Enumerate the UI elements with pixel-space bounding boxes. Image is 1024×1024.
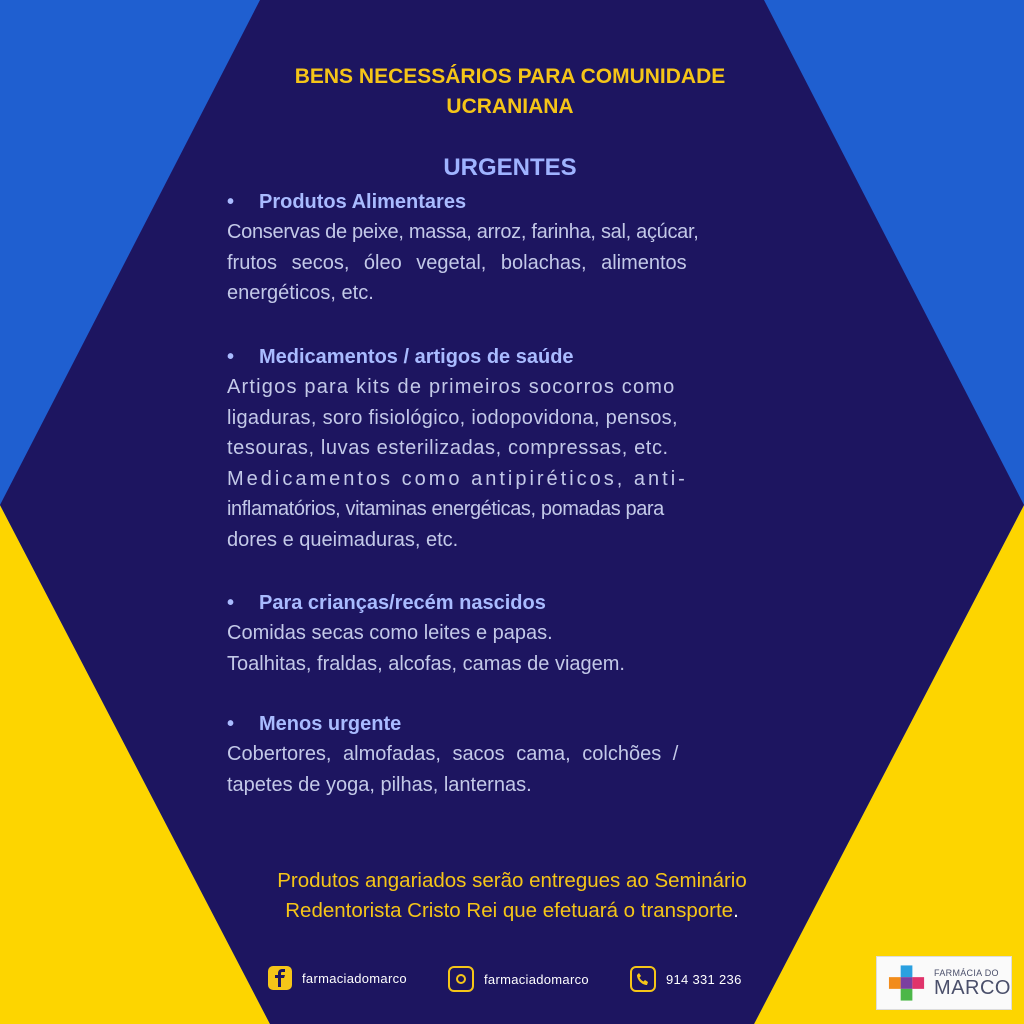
- section-heading: [227, 342, 799, 372]
- section-title: Menos urgente: [259, 713, 402, 735]
- title-line-2: UCRANIANA: [446, 95, 574, 118]
- body-line: energéticos, etc.: [227, 282, 374, 304]
- body-line: frutos secos, óleo vegetal, bolachas, alimentos: [227, 251, 687, 274]
- bullet: •: [227, 346, 235, 368]
- cross-logo-icon: [887, 963, 926, 1003]
- instagram-icon: [448, 966, 474, 992]
- logo-line-2: MARCO: [934, 976, 1011, 999]
- phone-number: 914 331 236: [666, 971, 742, 987]
- section-body: [227, 372, 799, 555]
- body-line: Artigos para kits de primeiros socorros como: [227, 376, 676, 398]
- section-food: [227, 187, 799, 309]
- body-line: Medicamentos como antipiréticos, anti-: [227, 467, 688, 490]
- body-line: tapetes de yoga, pilhas, lanternas.: [227, 773, 532, 796]
- title-line-1: BENS NECESSÁRIOS PARA COMUNIDADE: [294, 65, 726, 88]
- body-line: tesouras, luvas esterilizadas, compressas, etc.: [227, 437, 669, 459]
- logo-line-1: FARMÁCIA DO: [934, 967, 999, 978]
- body-line: Comidas secas como leites e papas.: [227, 622, 553, 644]
- body-line: inflamatórios, vitaminas energéticas, pomadas para: [227, 498, 664, 520]
- page-title: [180, 62, 840, 122]
- section-body: [227, 618, 799, 679]
- bullet: •: [227, 713, 235, 735]
- instagram-handle: farmaciadomarco: [484, 971, 589, 987]
- logo-text: [934, 969, 1011, 998]
- facebook-icon: [268, 966, 292, 990]
- urgentes-heading: URGENTES: [443, 154, 577, 181]
- section-medicine: [227, 342, 799, 555]
- body-line: Toalhitas, fraldas, alcofas, camas de viagem.: [227, 652, 625, 675]
- section-title: Para crianças/recém nascidos: [259, 592, 546, 614]
- body-line: ligaduras, soro fisiológico, iodopovidona, pensos,: [227, 406, 678, 429]
- body-line: dores e queimaduras, etc.: [227, 528, 459, 551]
- delivery-note-line-2: [200, 896, 824, 926]
- bullet: •: [227, 592, 235, 614]
- section-heading: [227, 187, 799, 217]
- section-less-urgent: [227, 709, 799, 800]
- delivery-note-period: .: [733, 899, 739, 922]
- section-heading: [227, 709, 799, 739]
- delivery-note: [200, 866, 824, 926]
- section-title: Medicamentos / artigos de saúde: [259, 346, 574, 368]
- section-title: Produtos Alimentares: [259, 191, 467, 213]
- facebook-handle: farmaciadomarco: [302, 970, 407, 986]
- phone-link[interactable]: [630, 966, 742, 992]
- body-line: Conservas de peixe, massa, arroz, farinha, sal, açúcar,: [227, 221, 699, 243]
- phone-icon: [630, 966, 656, 992]
- section-children: [227, 588, 799, 679]
- bullet: •: [227, 191, 235, 213]
- section-body: [227, 217, 799, 309]
- section-body: [227, 739, 799, 800]
- body-line: Cobertores, almofadas, sacos cama, colchões /: [227, 743, 679, 765]
- delivery-note-line-2-text: Redentorista Cristo Rei que efetuará o transporte: [285, 899, 734, 922]
- delivery-note-line-1: Produtos angariados serão entregues ao Seminário: [277, 869, 747, 892]
- facebook-link[interactable]: [268, 966, 407, 990]
- pharmacy-logo: [876, 956, 1012, 1010]
- section-heading: [227, 588, 799, 618]
- instagram-link[interactable]: [448, 966, 589, 992]
